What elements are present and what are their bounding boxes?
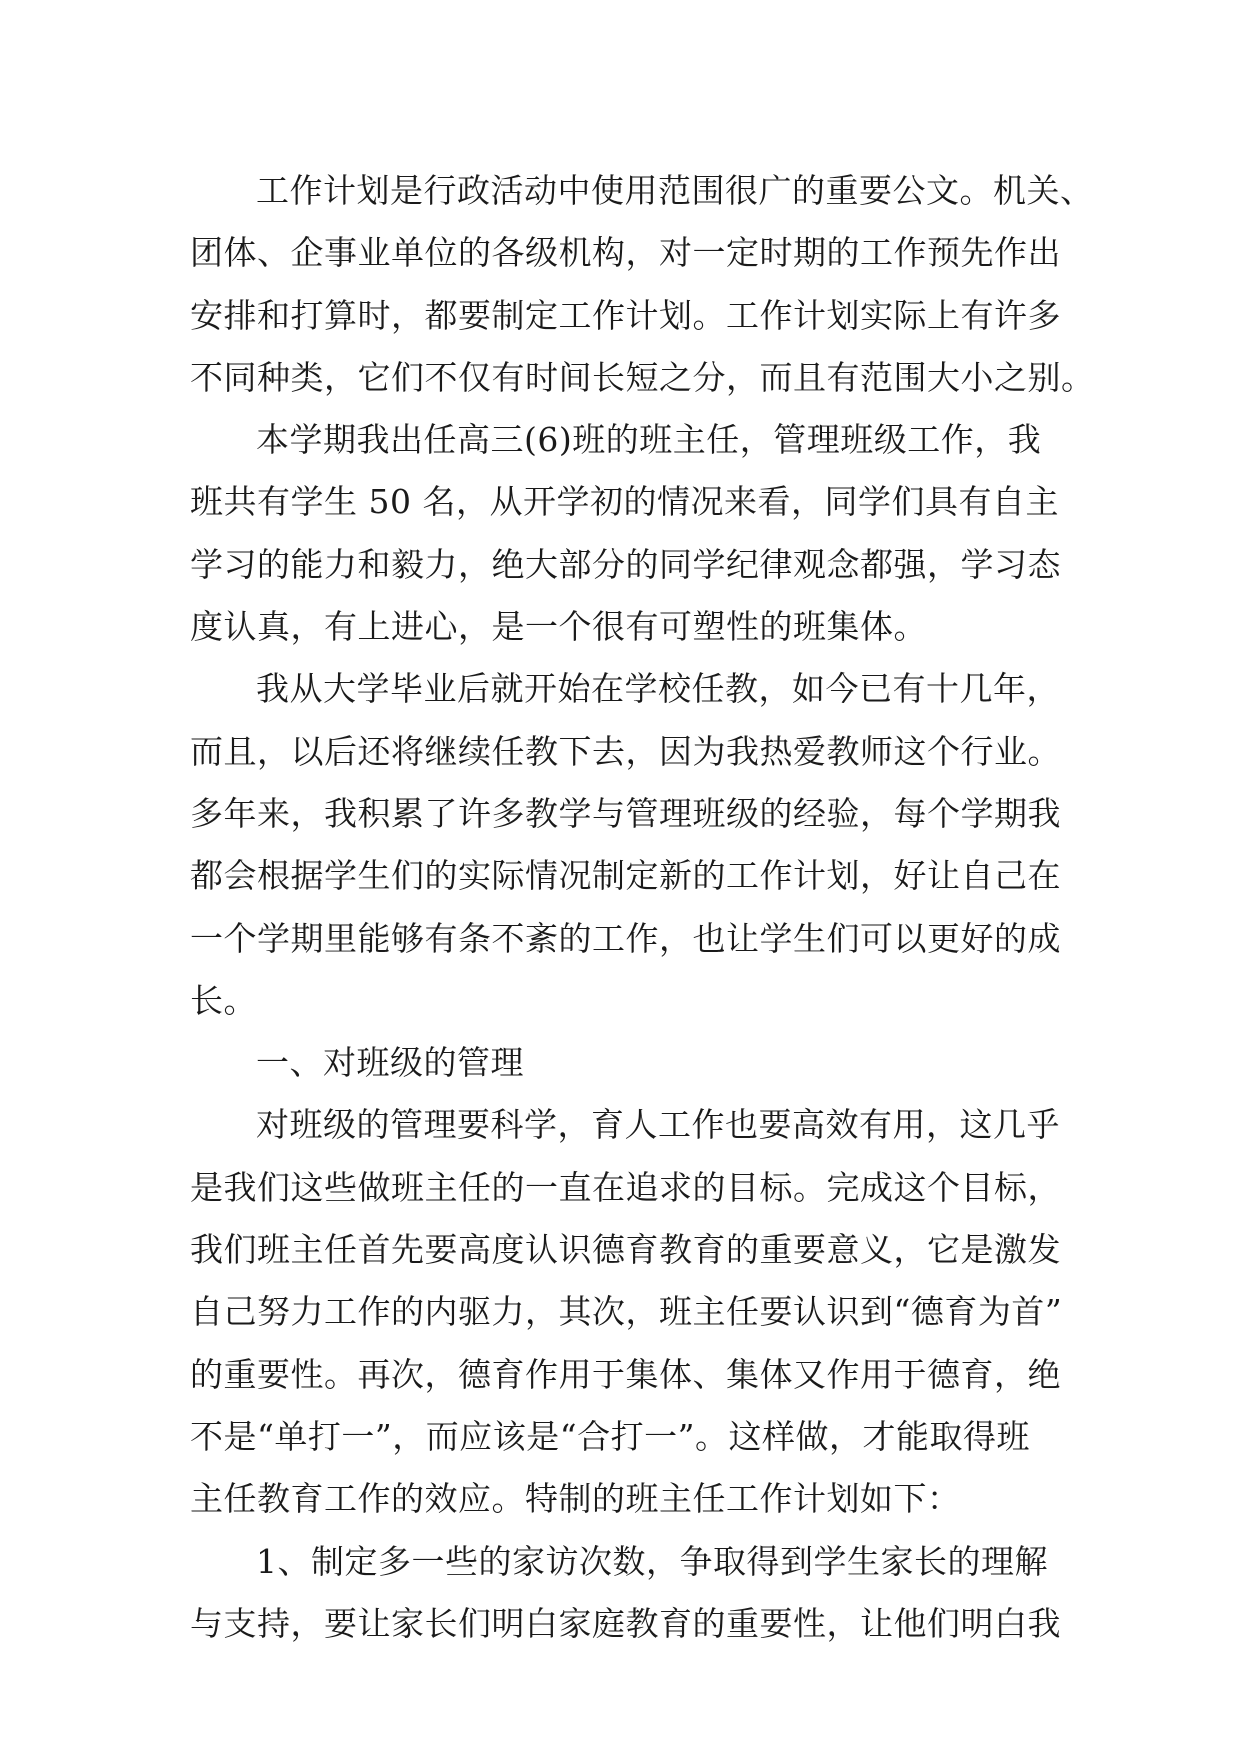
paragraph-line: 是我们这些做班主任的一直在追求的目标。完成这个目标， bbox=[190, 1167, 1061, 1207]
paragraph-line: 的重要性。再次，德育作用于集体、集体又作用于德育，绝 bbox=[190, 1354, 1061, 1394]
paragraph-line: 都会根据学生们的实际情况制定新的工作计划，好让自己在 bbox=[190, 856, 1061, 896]
paragraph-line: 而且，以后还将继续任教下去，因为我热爱教师这个行业。 bbox=[190, 731, 1061, 771]
paragraph-line: 不是“单打一”，而应该是“合打一”。这样做，才能取得班 bbox=[190, 1416, 1030, 1456]
paragraph-line: 我们班主任首先要高度认识德育教育的重要意义，它是激发 bbox=[190, 1230, 1061, 1270]
paragraph-line: 多年来，我积累了许多教学与管理班级的经验，每个学期我 bbox=[190, 793, 1061, 833]
paragraph-line: 学习的能力和毅力，绝大部分的同学纪律观念都强，学习态 bbox=[190, 544, 1061, 584]
paragraph-line: 对班级的管理要科学，育人工作也要高效有用，这几乎 bbox=[256, 1105, 1060, 1145]
paragraph-line: 本学期我出任高三(6)班的班主任，管理班级工作，我 bbox=[256, 420, 1042, 460]
list-item-line: 1、制定多一些的家访次数，争取得到学生家长的理解 bbox=[256, 1541, 1048, 1581]
paragraph-line: 团体、企事业单位的各级机构，对一定时期的工作预先作出 bbox=[190, 233, 1061, 273]
paragraph-line: 自己努力工作的内驱力，其次，班主任要认识到“德育为首” bbox=[190, 1292, 1063, 1332]
paragraph-line: 我从大学毕业后就开始在学校任教，如今已有十几年， bbox=[256, 669, 1060, 709]
document-body bbox=[190, 160, 1095, 1655]
paragraph-line: 班共有学生 50 名，从开学初的情况来看，同学们具有自主 bbox=[190, 482, 1059, 522]
section-heading: 一、对班级的管理 bbox=[256, 1043, 524, 1083]
paragraph-line: 安排和打算时，都要制定工作计划。工作计划实际上有许多 bbox=[190, 295, 1061, 335]
paragraph-line: 工作计划是行政活动中使用范围很广的重要公文。机关、 bbox=[256, 171, 1094, 210]
paragraph-line: 主任教育工作的效应。特制的班主任工作计划如下： bbox=[190, 1479, 961, 1519]
paragraph-line: 度认真，有上进心，是一个很有可塑性的班集体。 bbox=[190, 607, 927, 647]
paragraph-line: 与支持，要让家长们明白家庭教育的重要性，让他们明白我 bbox=[190, 1603, 1061, 1643]
paragraph-line: 长。 bbox=[190, 980, 257, 1020]
paragraph-line: 不同种类，它们不仅有时间长短之分，而且有范围大小之别。 bbox=[190, 357, 1095, 397]
paragraph-line: 一个学期里能够有条不紊的工作，也让学生们可以更好的成 bbox=[190, 918, 1061, 958]
